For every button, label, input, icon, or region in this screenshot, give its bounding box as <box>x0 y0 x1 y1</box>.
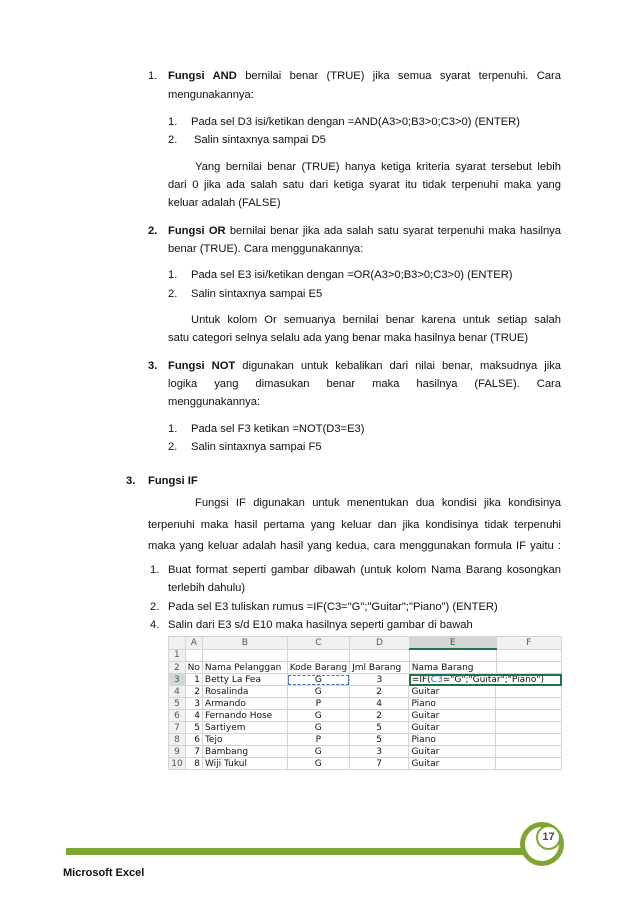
footer-accent-line <box>66 848 528 855</box>
cell-jml[interactable]: 2 <box>349 686 409 698</box>
and-step-2: Salin sintaxnya sampai D5 <box>194 134 326 146</box>
sheet-row-8 <box>169 734 562 746</box>
cell-kode[interactable]: G <box>287 758 349 770</box>
cell-kode[interactable]: P <box>287 698 349 710</box>
cell-kode[interactable]: P <box>287 734 349 746</box>
if-step-1-num: 1. <box>150 564 160 576</box>
cell-nama[interactable]: Rosalinda <box>202 686 287 698</box>
formula-reference: C3 <box>430 674 443 685</box>
cell-no[interactable]: 7 <box>185 746 202 758</box>
row-header-7[interactable]: 7 <box>169 722 186 734</box>
cell[interactable] <box>287 649 349 662</box>
cell-kode[interactable]: G <box>287 710 349 722</box>
row-header-5[interactable]: 5 <box>169 698 186 710</box>
row-header-4[interactable]: 4 <box>169 686 186 698</box>
row-header-1[interactable]: 1 <box>169 649 186 662</box>
not-title: Fungsi NOT <box>168 360 236 372</box>
col-header-d[interactable]: D <box>350 637 410 650</box>
footer-title: Microsoft Excel <box>63 867 145 879</box>
header-no[interactable]: No <box>185 662 202 674</box>
if-paragraph-3: maka yang keluar adalah hasil yang kedua, cara menggunakan formula IF yaitu : <box>148 540 561 552</box>
sheet-row-1 <box>169 649 562 662</box>
or-number: 2. <box>148 225 158 237</box>
sheet-row-2 <box>169 662 562 674</box>
cell-jml[interactable]: 3 <box>350 674 410 686</box>
row-header-8[interactable]: 8 <box>169 734 186 746</box>
excel-sheet-image <box>168 636 562 792</box>
if-paragraph-1: Fungsi IF digunakan untuk menentukan dua kondisi jika kondisinya <box>195 497 561 509</box>
not-step-1: Pada sel F3 ketikan =NOT(D3=E3) <box>191 423 365 435</box>
or-description-2: benar (TRUE). Cara menggunakannya: <box>168 243 364 255</box>
cell-nama-barang[interactable]: Piano <box>409 734 496 746</box>
header-kode-barang[interactable]: Kode Barang <box>287 662 349 674</box>
header-nama-pelanggan[interactable]: Nama Pelanggan <box>202 662 287 674</box>
cell-nama-barang[interactable]: Guitar <box>409 746 496 758</box>
cell[interactable] <box>496 758 562 770</box>
cell-nama[interactable]: Bambang <box>202 746 287 758</box>
cell[interactable] <box>496 746 562 758</box>
cell-nama[interactable]: Fernando Hose <box>202 710 287 722</box>
cell-jml[interactable]: 5 <box>349 734 409 746</box>
not-description: Fungsi NOT digunakan untuk kebalikan dari nilai benar, maksudnya jika <box>168 360 562 372</box>
cell-no[interactable]: 4 <box>185 710 202 722</box>
and-title: Fungsi AND <box>168 70 237 82</box>
sheet-row-4 <box>169 686 562 698</box>
spreadsheet-grid <box>168 636 562 686</box>
or-note-1: Untuk kolom Or semuanya bernilai benar karena untuk setiap salah <box>191 314 561 326</box>
cell-jml[interactable]: 4 <box>349 698 409 710</box>
or-step-2-num: 2. <box>168 288 178 300</box>
not-step-1-num: 1. <box>168 423 178 435</box>
cell-nama-barang[interactable]: Guitar <box>409 758 496 770</box>
cell-kode[interactable]: G <box>287 722 349 734</box>
or-title: Fungsi OR <box>168 225 226 237</box>
cell-kode[interactable]: G <box>287 746 349 758</box>
col-header-b[interactable]: B <box>202 637 287 650</box>
not-step-2-num: 2. <box>168 441 178 453</box>
cell[interactable] <box>409 649 496 662</box>
and-step-2-num: 2. <box>168 134 178 146</box>
if-step-2: Pada sel E3 tuliskan rumus =IF(C3="G";"Guitar";"Piano") (ENTER) <box>168 601 498 613</box>
active-cell-formula[interactable]: =IF(C3="G";"Guitar";"Piano") <box>409 674 561 686</box>
cell-no[interactable]: 6 <box>185 734 202 746</box>
cell-kode-referenced[interactable]: G <box>287 674 349 686</box>
or-note-2: satu categori selnya selalu ada yang benar maka hasilnya benar (TRUE) <box>168 332 529 344</box>
if-heading: Fungsi IF <box>148 475 198 487</box>
and-note-1: Yang bernilai benar (TRUE) hanya ketiga kriteria syarat tersebut lebih <box>195 161 561 173</box>
cell[interactable] <box>496 722 562 734</box>
or-description: Fungsi OR bernilai benar jika ada salah satu syarat terpenuhi maka hasilnya <box>168 225 562 237</box>
if-step-4: Salin dari E3 s/d E10 maka hasilnya seperti gambar di bawah <box>168 619 473 631</box>
cell-nama[interactable]: Tejo <box>202 734 287 746</box>
spreadsheet-data-rows <box>168 685 562 770</box>
col-header-c[interactable]: C <box>287 637 349 650</box>
row-header-6[interactable]: 6 <box>169 710 186 722</box>
cell-no[interactable]: 8 <box>185 758 202 770</box>
cell-nama-barang[interactable]: Guitar <box>409 686 496 698</box>
or-step-1-num: 1. <box>168 269 178 281</box>
cell-nama[interactable]: Armando <box>202 698 287 710</box>
cell[interactable] <box>350 649 410 662</box>
cell-nama-barang[interactable]: Guitar <box>409 710 496 722</box>
if-step-4-num: 4. <box>150 619 160 631</box>
and-description-2: mengunakannya: <box>168 89 254 101</box>
sheet-row-6 <box>169 710 562 722</box>
cell[interactable] <box>496 710 562 722</box>
col-header-a[interactable]: A <box>185 637 202 650</box>
row-header-3[interactable]: 3 <box>169 674 186 686</box>
col-header-f[interactable]: F <box>496 637 561 650</box>
and-number: 1. <box>148 70 158 82</box>
cell-no[interactable]: 3 <box>185 698 202 710</box>
cell-no[interactable]: 2 <box>185 686 202 698</box>
cell-no[interactable]: 1 <box>185 674 202 686</box>
if-step-1: Buat format seperti gambar dibawah (untuk kolom Nama Barang kosongkan <box>168 564 561 576</box>
and-step-1: Pada sel D3 isi/ketikan dengan =AND(A3>0;B3>0;C3>0) (ENTER) <box>191 116 520 128</box>
sheet-row-10 <box>169 758 562 770</box>
not-description-2: logika yang dimasukan benar maka hasilnya (FALSE). Cara <box>168 378 561 390</box>
row-header-9[interactable]: 9 <box>169 746 186 758</box>
or-step-1: Pada sel E3 isi/ketikan dengan =OR(A3>0;B3>0;C3>0) (ENTER) <box>191 269 513 281</box>
column-header-row <box>169 637 562 650</box>
not-description-3: menggunakannya: <box>168 396 261 408</box>
header-nama-barang[interactable]: Nama Barang <box>409 662 496 674</box>
cell-no[interactable]: 5 <box>185 722 202 734</box>
if-step-2-num: 2. <box>150 601 160 613</box>
cell-jml[interactable]: 2 <box>349 710 409 722</box>
cell-nama[interactable]: Sartiyem <box>202 722 287 734</box>
if-paragraph-2: terpenuhi maka hasil pertama yang keluar dan jika kondisinya tidak terpenuhi <box>148 519 561 531</box>
if-step-1-cont: terlebih dahulu) <box>168 582 246 594</box>
not-step-2: Salin sintaxnya sampai F5 <box>191 441 322 453</box>
and-note-3: keluar adalah (FALSE) <box>168 197 281 209</box>
cell-kode[interactable]: G <box>287 686 349 698</box>
corner-cell[interactable] <box>169 637 186 650</box>
header-jml-barang[interactable]: Jml Barang <box>350 662 410 674</box>
cell[interactable] <box>202 649 287 662</box>
sheet-row-5 <box>169 698 562 710</box>
cell[interactable] <box>185 649 202 662</box>
and-note-2: dari 0 jika ada salah satu dari ketiga syarat itu tidak terpenuhi maka yang <box>168 179 561 191</box>
col-header-e[interactable]: E <box>409 637 496 650</box>
cell-nama[interactable]: Wiji Tukul <box>202 758 287 770</box>
cell-jml[interactable]: 3 <box>349 746 409 758</box>
cell-nama-barang[interactable]: Piano <box>409 698 496 710</box>
sheet-row-9 <box>169 746 562 758</box>
row-header-10[interactable]: 10 <box>169 758 186 770</box>
row-header-2[interactable]: 2 <box>169 662 186 674</box>
sheet-row-3 <box>169 674 562 686</box>
sheet-row-7 <box>169 722 562 734</box>
cell-nama-barang[interactable]: Guitar <box>409 722 496 734</box>
cell[interactable] <box>496 662 561 674</box>
cell[interactable] <box>496 649 561 662</box>
and-step-1-num: 1. <box>168 116 178 128</box>
and-description: Fungsi AND bernilai benar (TRUE) jika semua syarat terpenuhi. Cara <box>168 70 562 82</box>
page-number: 17 <box>536 825 561 850</box>
cell[interactable] <box>496 698 562 710</box>
not-number: 3. <box>148 360 158 372</box>
cell[interactable] <box>496 686 562 698</box>
if-number: 3. <box>126 475 136 487</box>
cell-jml[interactable]: 7 <box>349 758 409 770</box>
cell-nama[interactable]: Betty La Fea <box>202 674 287 686</box>
cell[interactable] <box>496 734 562 746</box>
or-step-2: Salin sintaxnya sampai E5 <box>191 288 323 300</box>
cell-jml[interactable]: 5 <box>349 722 409 734</box>
